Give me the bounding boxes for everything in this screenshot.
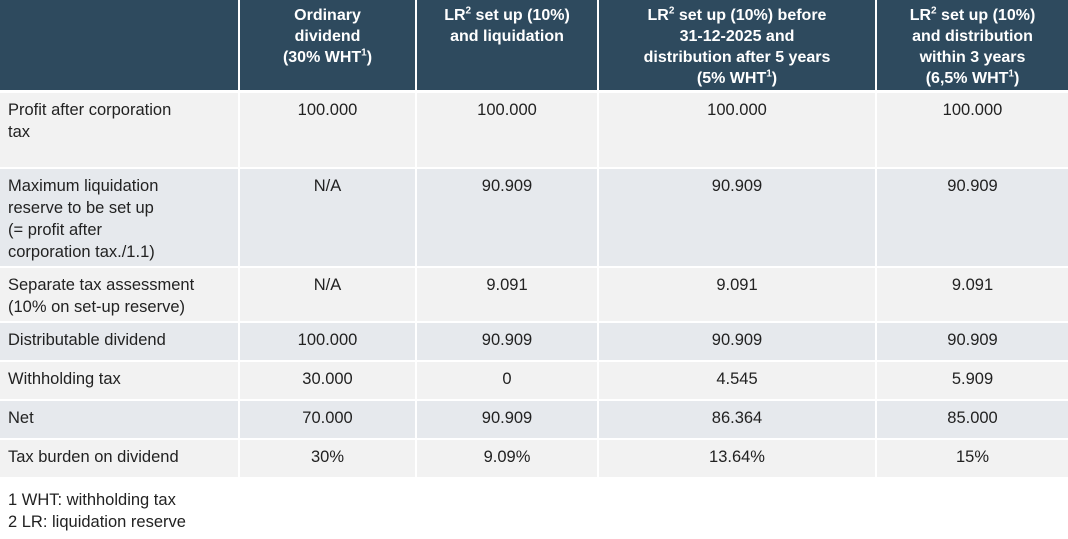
row-label-line: Distributable dividend (8, 331, 166, 349)
row-value: 90.909 (876, 168, 1068, 267)
header-cell-ordinary-dividend (239, 0, 416, 91)
row-value: 90.909 (598, 322, 876, 361)
header-line: and distribution (912, 28, 1033, 45)
row-value: 9.091 (416, 267, 598, 322)
row-label (0, 439, 239, 478)
table-row (0, 322, 1068, 361)
row-label-line: reserve to be set up (8, 199, 154, 217)
row-label (0, 322, 239, 361)
row-value: 9.09% (416, 439, 598, 478)
row-value: 90.909 (598, 168, 876, 267)
row-value: 5.909 (876, 361, 1068, 400)
row-value: 9.091 (598, 267, 876, 322)
row-value: 0 (416, 361, 598, 400)
header-line: and liquidation (450, 28, 564, 45)
footnote-marker: 2 (465, 5, 472, 17)
footnote-marker: 1 (766, 68, 772, 80)
row-label (0, 400, 239, 439)
row-label (0, 168, 239, 267)
header-cell-lr-within-3-years (876, 0, 1068, 91)
row-label-line: Net (8, 409, 34, 427)
table-row (0, 91, 1068, 168)
row-value: 90.909 (876, 322, 1068, 361)
row-value: 86.364 (598, 400, 876, 439)
row-label-line: Separate tax assessment (8, 276, 195, 294)
header-line: (30% WHT$^1$) (282, 47, 373, 66)
row-value: 100.000 (416, 91, 598, 168)
row-label (0, 267, 239, 322)
table-row (0, 439, 1068, 478)
row-value: 70.000 (239, 400, 416, 439)
row-value: 90.909 (416, 400, 598, 439)
table-row (0, 168, 1068, 267)
header-row (0, 0, 1068, 91)
header-line: $LR^2$ set up (10%) (444, 5, 570, 24)
footnote-marker: 1 (1008, 68, 1014, 80)
table-row (0, 267, 1068, 322)
header-cell-lr-after-5-years (598, 0, 876, 91)
row-label-line: corporation tax./1.1) (8, 243, 155, 261)
header-line: dividend (294, 28, 361, 45)
table-body (0, 91, 1068, 478)
header-line: (6,5% WHT$^1$) (925, 68, 1020, 87)
table-row (0, 400, 1068, 439)
footnotes (8, 489, 186, 533)
row-value: 90.909 (416, 168, 598, 267)
header-line: within 3 years (919, 49, 1026, 66)
row-label-line: Profit after corporation (8, 100, 172, 119)
row-label-line: tax (8, 122, 31, 141)
header-cell-label (0, 0, 239, 91)
table-row (0, 361, 1068, 400)
row-label (0, 91, 239, 168)
row-value: 100.000 (598, 91, 876, 168)
header-line: $LR^2$ set up (10%) (909, 5, 1036, 24)
row-value: 15% (876, 439, 1068, 478)
row-label-line: (10% on set-up reserve) (8, 298, 185, 316)
footnote-marker: 2 (931, 5, 937, 17)
header-line: 31-12-2025 and (679, 28, 795, 45)
row-value: 13.64% (598, 439, 876, 478)
row-label-line: Tax burden on dividend (8, 448, 179, 466)
header-line: distribution after 5 years (643, 49, 831, 66)
row-label-line: (= profit after (8, 221, 102, 239)
row-value: 100.000 (239, 91, 416, 168)
header-line: Ordinary (294, 7, 361, 24)
row-value: N/A (239, 168, 416, 267)
header-cell-lr-liquidation (416, 0, 598, 91)
row-value: 9.091 (876, 267, 1068, 322)
row-label-line: Maximum liquidation (8, 177, 159, 195)
row-value: 30.000 (239, 361, 416, 400)
row-label-line: Withholding tax (8, 370, 121, 388)
header-line: $LR^2$ set up (10%) before (647, 5, 827, 24)
row-value: N/A (239, 267, 416, 322)
row-value: 85.000 (876, 400, 1068, 439)
row-value: 90.909 (416, 322, 598, 361)
footnote-marker: 2 (668, 5, 675, 17)
row-label (0, 361, 239, 400)
header-line: (5% WHT$^1$) (696, 68, 778, 87)
row-value: 30% (239, 439, 416, 478)
footnote-wht: 1 WHT: withholding tax (8, 491, 176, 509)
row-value: 100.000 (876, 91, 1068, 168)
row-value: 4.545 (598, 361, 876, 400)
row-value: 100.000 (239, 322, 416, 361)
footnote-lr: 2 LR: liquidation reserve (8, 513, 186, 531)
footnote-marker: 1 (361, 47, 367, 59)
